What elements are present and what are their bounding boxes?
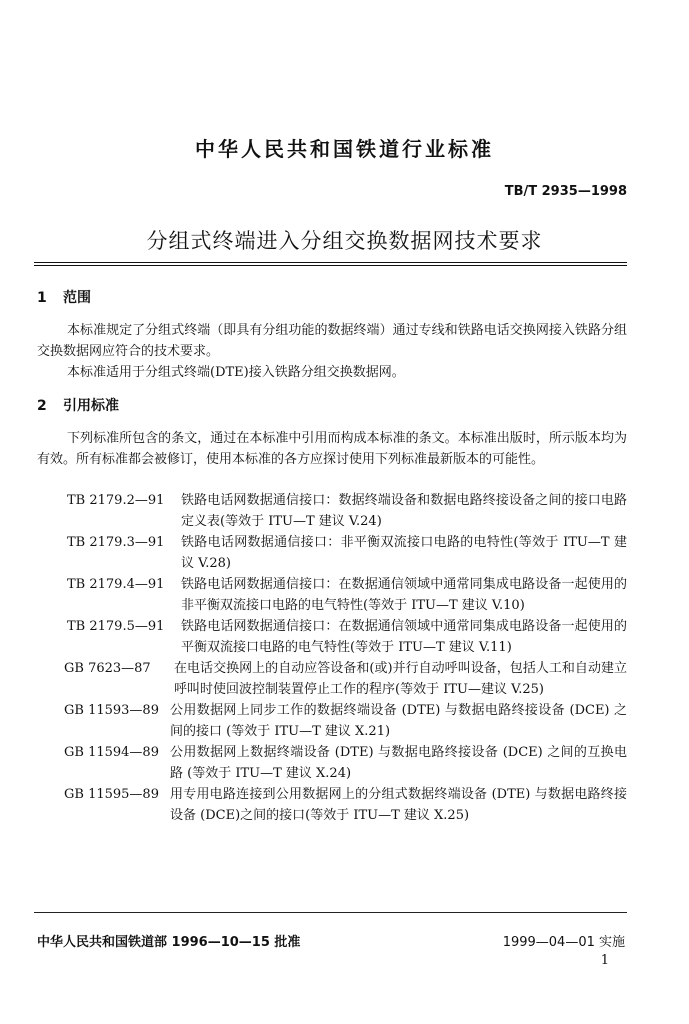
reference-text: 用专用电路连接到公用数据网上的分组式数据终端设备 (DTE) 与数据电路终接设备 (DCE)之间的接口(等效于 ITU—T 建议 X.25) — [170, 787, 627, 823]
reference-text: 公用数据网上数据终端设备 (DTE) 与数据电路终接设备 (DCE) 之间的互换电路 (等效于 ITU—T 建议 X.24) — [170, 745, 627, 781]
reference-text: 公用数据网上同步工作的数据终端设备 (DTE) 与数据电路终接设备 (DCE) 之间的接口 (等效于 ITU—T 建议 X.21) — [170, 703, 627, 739]
reference-text: 在电话交换网上的自动应答设备和(或)并行自动呼叫设备，包括人工和自动建立呼叫时使回波控制装置停止工作的程序(等效于 ITU—建议 V.25) — [174, 661, 627, 697]
title-divider-second — [34, 265, 627, 266]
reference-list — [37, 490, 627, 826]
reference-code: TB 2179.5—91 — [67, 619, 165, 634]
section-2-title: 引用标准 — [63, 398, 119, 414]
reference-text: 铁路电话网数据通信接口：在数据通信领域中通常同集成电路设备一起使用的非平衡双流接口电路的电气特性(等效于 ITU—T 建议 V.10) — [181, 577, 627, 613]
section-1-para1-text: 本标准规定了分组式终端（即具有分组功能的数据终端）通过专线和铁路电话交换网接入铁路分组交换数据网应符合的技术要求。 — [37, 323, 627, 359]
reference-item — [37, 490, 627, 532]
reference-text: 铁路电话网数据通信接口：非平衡双流接口电路的电特性(等效于 ITU—T 建议 V.28) — [181, 535, 627, 571]
reference-text: 铁路电话网数据通信接口：数据终端设备和数据电路终接设备之间的接口电路定义表(等效于 ITU—T 建议 V.24) — [181, 493, 627, 529]
reference-code: GB 11594—89 — [64, 745, 159, 760]
section-2-heading — [37, 395, 119, 415]
section-1-number: 1 — [37, 290, 47, 306]
section-2-intro-text: 下列标准所包含的条文，通过在本标准中引用而构成本标准的条文。本标准出版时，所示版本均为有效。所有标准都会被修订，使用本标准的各方应探讨使用下列标准最新版本的可能性。 — [37, 431, 627, 467]
approval-statement: 中华人民共和国铁道部 1996—10—15 批准 — [37, 935, 301, 950]
section-1-heading — [37, 287, 91, 307]
reference-code: TB 2179.2—91 — [67, 493, 165, 508]
reference-code: GB 7623—87 — [64, 661, 151, 676]
reference-code: GB 11595—89 — [64, 787, 159, 802]
footer-divider — [34, 912, 627, 913]
reference-item — [37, 658, 627, 700]
reference-code: GB 11593—89 — [64, 703, 159, 718]
reference-code: TB 2179.4—91 — [67, 577, 165, 592]
section-1-title: 范围 — [63, 290, 91, 306]
reference-item — [37, 700, 627, 742]
document-title: 分组式终端进入分组交换数据网技术要求 — [146, 229, 543, 253]
section-2-intro — [37, 428, 627, 470]
section-1-paragraph-1 — [37, 320, 627, 362]
standard-code: TB/T 2935—1998 — [504, 184, 627, 199]
section-2-number: 2 — [37, 398, 47, 414]
issuing-organization: 中华人民共和国铁道行业标准 — [195, 137, 494, 161]
reference-item — [37, 742, 627, 784]
reference-item — [37, 784, 627, 826]
page-number: 1 — [600, 953, 609, 968]
reference-item — [37, 532, 627, 574]
effective-date: 1999—04—01 实施 — [502, 935, 625, 950]
reference-item — [37, 616, 627, 658]
section-1-para2-text: 本标准适用于分组式终端(DTE)接入铁路分组交换数据网。 — [67, 365, 405, 380]
reference-text: 铁路电话网数据通信接口：在数据通信领域中通常同集成电路设备一起使用的平衡双流接口电路的电气特性(等效于 ITU—T 建议 V.11) — [181, 619, 627, 655]
reference-item — [37, 574, 627, 616]
section-1-paragraph-2 — [37, 362, 627, 383]
title-divider — [34, 262, 627, 263]
reference-code: TB 2179.3—91 — [67, 535, 165, 550]
